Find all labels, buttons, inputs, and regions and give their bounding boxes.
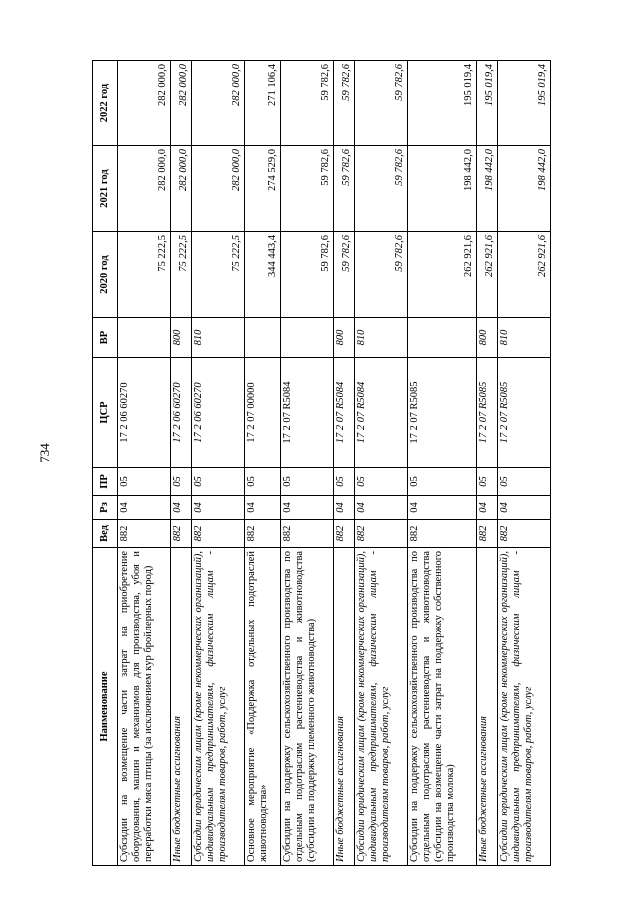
table-cell-csr: 17 2 06 60270 [191,358,244,468]
table-cell-2020: 262 921,6 [497,232,550,318]
header-2022: 2022 год [93,61,118,146]
header-ved: Вед [93,520,118,548]
table-cell-vr [281,318,334,358]
header-pr: ПР [93,468,118,496]
table-cell-pr: 05 [171,468,191,496]
table-cell-csr: 17 2 07 R5085 [477,358,497,468]
table-cell-rz: 04 [334,496,354,520]
table-cell-2021: 282 000,0 [171,146,191,232]
table-cell-name: Субсидии юридическим лицам (кроме некоммерческих организаций), индивидуальным предпринимателям, физическим лицам - производителям товаров, работ, услуг [354,548,407,866]
table-cell-ved: 882 [477,520,497,548]
table-cell-vr: 800 [171,318,191,358]
table-cell-2020: 75 222,5 [191,232,244,318]
table-cell-2021: 59 782,6 [281,146,334,232]
table-cell-2020: 59 782,6 [281,232,334,318]
table-cell-2021: 282 000,0 [191,146,244,232]
header-vr: ВР [93,318,118,358]
table-cell-2022: 271 106,4 [244,61,281,146]
table-row [497,61,550,866]
table-cell-vr [118,318,171,358]
table-cell-ved: 882 [354,520,407,548]
table-cell-ved: 882 [118,520,171,548]
table-cell-name: Субсидии юридическим лицам (кроме некоммерческих организаций), индивидуальным предпринимателям, физическим лицам - производителям товаров, работ, услуг [191,548,244,866]
table-cell-csr: 17 2 07 R5084 [354,358,407,468]
table-row [477,61,497,866]
table-cell-ved: 882 [281,520,334,548]
table-cell-pr: 05 [334,468,354,496]
table-cell-2021: 282 000,0 [118,146,171,232]
table-cell-2022: 59 782,6 [334,61,354,146]
table-cell-2021: 198 442,0 [477,146,497,232]
rotated-table-container [92,61,551,866]
table-cell-pr: 05 [281,468,334,496]
table-cell-rz: 04 [171,496,191,520]
table-row [191,61,244,866]
table-cell-2022: 195 019,4 [497,61,550,146]
table-cell-2020: 262 921,6 [407,232,476,318]
table-cell-2022: 195 019,4 [477,61,497,146]
table-cell-pr: 05 [477,468,497,496]
table-cell-rz: 04 [191,496,244,520]
table-cell-2021: 198 442,0 [407,146,476,232]
table-cell-csr: 17 2 06 60270 [171,358,191,468]
table-cell-vr: 810 [191,318,244,358]
table-cell-vr [244,318,281,358]
table-cell-name: Иные бюджетные ассигнования [477,548,497,866]
table-cell-2022: 59 782,6 [281,61,334,146]
table-cell-rz: 04 [118,496,171,520]
table-row [244,61,281,866]
table-cell-ved: 882 [334,520,354,548]
table-cell-pr: 05 [118,468,171,496]
table-cell-name: Субсидии на поддержку сельскохозяйственного производства по отдельным подотраслям растениеводства и животноводства (субсидии на поддержку племенного животноводства) [281,548,334,866]
table-cell-ved: 882 [171,520,191,548]
table-row [334,61,354,866]
header-2020: 2020 год [93,232,118,318]
table-cell-name: Основное мероприятие «Поддержка отдельных подотраслей животноводства» [244,548,281,866]
table-cell-vr: 800 [334,318,354,358]
table-cell-pr: 05 [354,468,407,496]
table-row [118,61,171,866]
table-cell-rz: 04 [497,496,550,520]
table-cell-name: Иные бюджетные ассигнования [171,548,191,866]
header-rz: Рз [93,496,118,520]
table-cell-csr: 17 2 07 R5085 [407,358,476,468]
header-2021: 2021 год [93,146,118,232]
table-cell-2020: 344 443,4 [244,232,281,318]
table-cell-pr: 05 [497,468,550,496]
table-header-row [93,61,118,866]
table-cell-name: Иные бюджетные ассигнования [334,548,354,866]
table-cell-2022: 195 019,4 [407,61,476,146]
table-cell-csr: 17 2 07 00000 [244,358,281,468]
table-cell-rz: 04 [477,496,497,520]
table-cell-name: Субсидии на возмещение части затрат на приобретение оборудования, машин и механизмов для производства, убоя и переработки мяса птицы (за исключением кур бройлерных пород) [118,548,171,866]
table-cell-ved: 882 [497,520,550,548]
table-cell-2022: 282 000,0 [171,61,191,146]
table-cell-rz: 04 [281,496,334,520]
table-cell-2022: 282 000,0 [191,61,244,146]
table-cell-2020: 75 222,5 [171,232,191,318]
table-cell-name: Субсидии юридическим лицам (кроме некоммерческих организаций), индивидуальным предпринимателям, физическим лицам - производителям товаров, работ, услуг [497,548,550,866]
table-cell-2020: 59 782,6 [354,232,407,318]
table-cell-vr: 800 [477,318,497,358]
table-row [407,61,476,866]
table-cell-vr: 810 [497,318,550,358]
table-cell-ved: 882 [244,520,281,548]
table-cell-2021: 59 782,6 [354,146,407,232]
table-cell-2021: 274 529,0 [244,146,281,232]
table-cell-2022: 282 000,0 [118,61,171,146]
table-cell-csr: 17 2 07 R5084 [281,358,334,468]
table-cell-pr: 05 [407,468,476,496]
table-cell-csr: 17 2 06 60270 [118,358,171,468]
table-cell-pr: 05 [244,468,281,496]
header-csr: ЦСР [93,358,118,468]
table-cell-vr: 810 [354,318,407,358]
table-cell-vr [407,318,476,358]
table-cell-ved: 882 [407,520,476,548]
table-cell-rz: 04 [354,496,407,520]
table-cell-2020: 262 921,6 [477,232,497,318]
table-cell-csr: 17 2 07 R5084 [334,358,354,468]
table-row [281,61,334,866]
table-cell-rz: 04 [244,496,281,520]
page-number: 734 [37,443,52,463]
table-row [354,61,407,866]
table-cell-name: Субсидии на поддержку сельскохозяйственного производства по отдельным подотраслям растениеводства и животноводства (субсидии на возмещение части затрат на поддержку собственного производства молока) [407,548,476,866]
table-cell-rz: 04 [407,496,476,520]
table-cell-2020: 59 782,6 [334,232,354,318]
table-cell-2021: 198 442,0 [497,146,550,232]
table-cell-ved: 882 [191,520,244,548]
header-name: Наименование [93,548,118,866]
table-cell-2022: 59 782,6 [354,61,407,146]
table-cell-csr: 17 2 07 R5085 [497,358,550,468]
table-row [171,61,191,866]
table-cell-2021: 59 782,6 [334,146,354,232]
table-cell-2020: 75 222,5 [118,232,171,318]
table-cell-pr: 05 [191,468,244,496]
budget-table [92,60,551,866]
